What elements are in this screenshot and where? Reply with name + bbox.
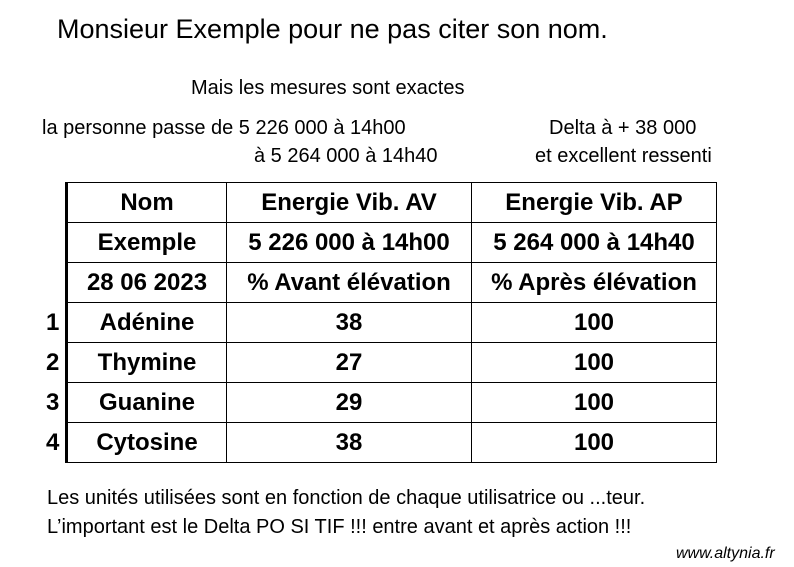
- delta-info-line1: Delta à + 38 000: [549, 117, 697, 139]
- row-number: 4: [46, 428, 60, 456]
- table-meta-row: [44, 223, 717, 263]
- row-number-empty: [44, 263, 67, 303]
- subtitle: Mais les mesures sont exactes: [191, 77, 465, 99]
- ap-value-cell: 100: [472, 423, 717, 463]
- table-row: [44, 383, 717, 423]
- measure-info-line2: à 5 264 000 à 14h40: [254, 145, 438, 167]
- name-cell: Guanine: [67, 383, 227, 423]
- footer-note-line1: Les unités utilisées sont en fonction de chaque utilisatrice ou ...teur.: [47, 487, 646, 509]
- meta-date-cell: 28 06 2023: [67, 263, 227, 303]
- row-number: 1: [46, 308, 60, 336]
- ap-value-cell: 100: [472, 343, 717, 383]
- ap-value-cell: 100: [472, 383, 717, 423]
- page-title: Monsieur Exemple pour ne pas citer son nom.: [57, 14, 608, 44]
- row-number-empty: [44, 183, 67, 223]
- row-number-empty: [44, 223, 67, 263]
- name-cell: Adénine: [67, 303, 227, 343]
- header-energie-ap: Energie Vib. AP: [472, 183, 717, 223]
- name-cell: Cytosine: [67, 423, 227, 463]
- energy-table-container: [44, 182, 717, 463]
- table-row: [44, 343, 717, 383]
- av-value-cell: 38: [227, 303, 472, 343]
- meta-ap-cell: 5 264 000 à 14h40: [472, 223, 717, 263]
- ap-value-cell: 100: [472, 303, 717, 343]
- header-nom: Nom: [67, 183, 227, 223]
- footer-note-line2: L’important est le Delta PO SI TIF !!! entre avant et après action !!!: [47, 516, 632, 538]
- meta-av-cell: % Avant élévation: [227, 263, 472, 303]
- meta-av-cell: 5 226 000 à 14h00: [227, 223, 472, 263]
- table-meta-row: [44, 263, 717, 303]
- row-number: 2: [46, 348, 60, 376]
- measure-info-line1: la personne passe de 5 226 000 à 14h00: [42, 117, 406, 139]
- name-cell: Thymine: [67, 343, 227, 383]
- energy-table: [44, 182, 717, 463]
- table-row: [44, 303, 717, 343]
- row-number: 3: [46, 388, 60, 416]
- av-value-cell: 29: [227, 383, 472, 423]
- table-header-row: [44, 183, 717, 223]
- av-value-cell: 27: [227, 343, 472, 383]
- header-energie-av: Energie Vib. AV: [227, 183, 472, 223]
- table-row: [44, 423, 717, 463]
- meta-name-cell: Exemple: [67, 223, 227, 263]
- delta-info-line2: et excellent ressenti: [535, 145, 712, 167]
- av-value-cell: 38: [227, 423, 472, 463]
- meta-ap-cell: % Après élévation: [472, 263, 717, 303]
- website-link[interactable]: www.altynia.fr: [676, 545, 775, 562]
